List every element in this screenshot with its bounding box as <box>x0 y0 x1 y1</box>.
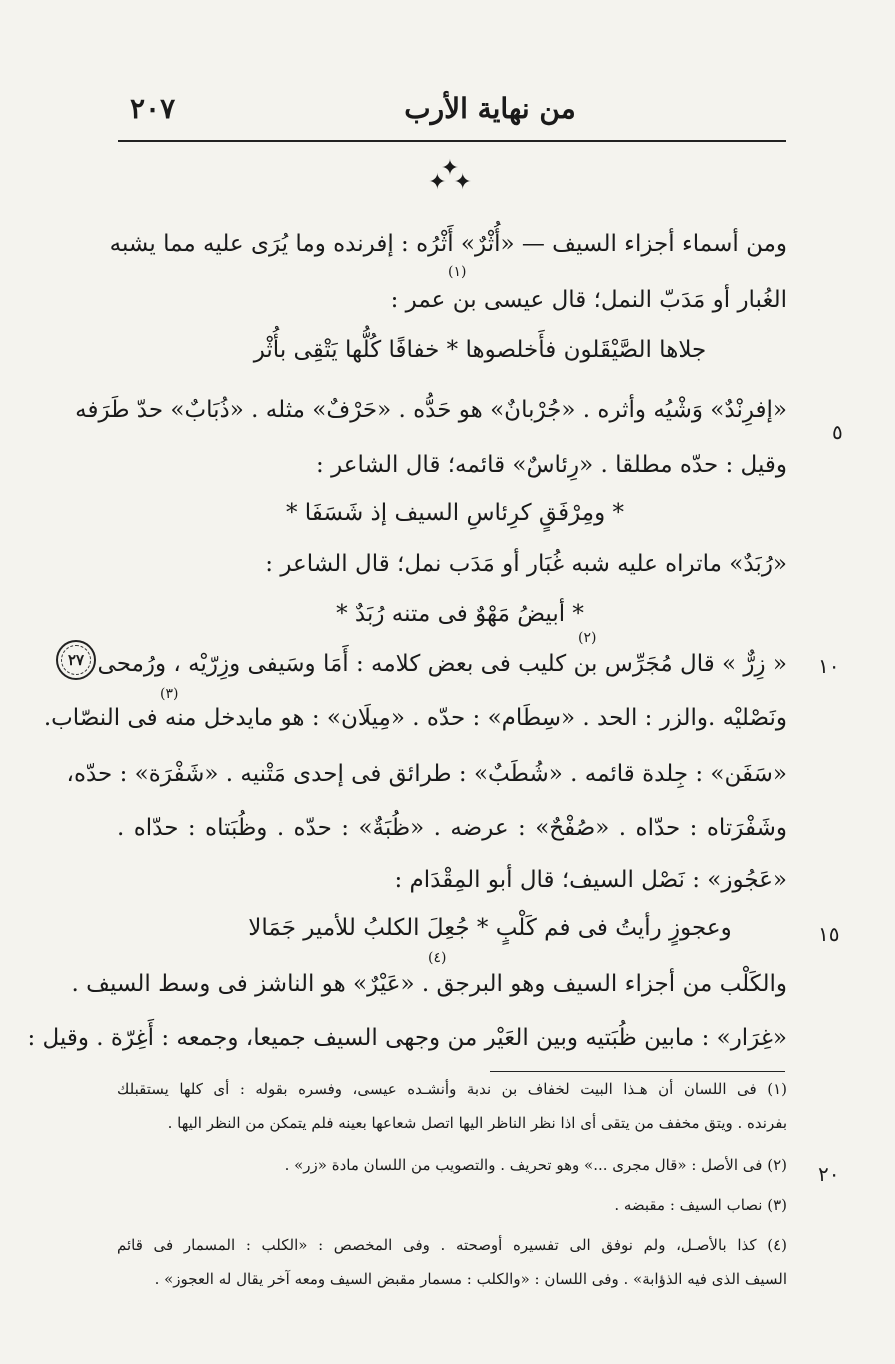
footnote-line: بفرنده . ويتق مخفف من يتقى أى اذا نظر الناظر اليها اتصل شعاعها بعينه فلم يتمكن من النظر اليها . <box>167 1114 787 1132</box>
footnote-rule <box>490 1071 785 1072</box>
body-line: « زِرٌّ » قال مُجَرِّس بن كليب فى بعض كلامه : أَمَا وسَيفى وزِرّيْه ، ورُمحى <box>97 651 787 677</box>
body-line: «غِرَار» : مابين ظُبَتيه وبين العَيْر من وجهى السيف جميعا، وجمعه : أَغِرّة . وقيل : <box>27 1025 787 1051</box>
verse-line: * ومِرْفَقٍ كرِئاسِ السيف إذ شَسَفَا * <box>285 500 624 526</box>
footnote-marker: (٢) <box>578 630 597 646</box>
page-header <box>120 88 785 136</box>
footnote-line: (١) فى اللسان أن هـذا البيت لخفاف بن ندبة وأنشـده عيسى، وفسره بقوله : أى كلها يستقبلك <box>117 1080 787 1098</box>
body-line: «عَجُوز» : نَصْل السيف؛ قال أبو المِقْدَام : <box>394 867 787 893</box>
body-line: الغُبار أو مَدَبّ النمل؛ قال عيسى بن عمر : <box>390 287 787 313</box>
body-line: «إفرِنْدٌ» وَشْيُه وأثره . «جُرْبانٌ» هو حَدُّه . «حَرْفٌ» مثله . «ذُبَابٌ» حدّ طَرَفه <box>75 397 787 423</box>
library-stamp: ٢٧ <box>56 640 96 680</box>
line-number: ٥ <box>832 420 843 444</box>
ornament-stars: ✦ ✦ ✦ <box>428 156 472 195</box>
page-number: ٢٠٧ <box>130 92 176 125</box>
line-number: ١٥ <box>818 922 840 946</box>
footnote-line: (٤) كذا بالأصـل، ولم نوفق الى تفسيره أوصحته . وفى المخصص : «الكلب : المسمار فى قائم <box>117 1236 787 1254</box>
footnote-marker: (٤) <box>428 950 447 966</box>
line-number: ٢٠ <box>818 1162 840 1186</box>
body-line: «سَفَن» : جِلدة قائمه . «شُطَبٌ» : طرائق فى إحدى مَتْنيه . «شَفْرَة» : حدّه، <box>66 761 787 787</box>
footnote-marker: (١) <box>448 264 467 280</box>
verse-line: جلاها الصَّيْقَلون فأَخلصوها * خفافًا كُلُّها يَتْقِى بأُثْر <box>253 337 707 363</box>
body-line: ونَصْليْه .والزر : الحد . «سِطَام» : حدّه . «مِيلَان» : هو مايدخل منه فى النصّاب. <box>43 705 787 731</box>
running-title: من نهاية الأرب <box>404 92 576 125</box>
verse-line: * أبيضُ مَهْوٌ فى متنه رُبَدٌ * <box>336 601 584 627</box>
footnote-marker: (٣) <box>160 686 179 702</box>
footnote-line: (٢) فى الأصل : «قال مجرى ...» وهو تحريف . والتصويب من اللسان مادة «زر» . <box>284 1156 787 1174</box>
body-line: والكَلْب من أجزاء السيف وهو البرجق . «عَيْرٌ» هو الناشز فى وسط السيف . <box>71 971 787 997</box>
verse-line: وعجوزٍ رأيتُ فى فم كَلْبٍ * جُعِلَ الكلبُ للأمير جَمَالا <box>248 915 732 941</box>
body-line: «رُبَدٌ» ماتراه عليه شبه غُبَار أو مَدَب نمل؛ قال الشاعر : <box>265 551 787 577</box>
body-line: وقيل : حدّه مطلقا . «رِئاسٌ» قائمه؛ قال الشاعر : <box>316 452 787 478</box>
footnote-line: (٣) نصاب السيف : مقبضه . <box>614 1196 787 1214</box>
footnote-line: السيف الذى فيه الذؤابة» . وفى اللسان : «والكلب : مسمار مقبض السيف ومعه آخر يقال له العجوز» . <box>154 1270 787 1288</box>
header-rule <box>118 140 786 142</box>
line-number: ١٠ <box>818 654 840 678</box>
body-line: ومن أسماء أجزاء السيف — «أُثْرٌ» أَثْرُه : إفرنده وما يُرَى عليه مما يشبه <box>109 231 787 257</box>
body-line: وشَفْرَتاه : حدّاه . «صُفْحٌ» : عرضه . «ظُبَةٌ» : حدّه . وظُبَتاه : حدّاه . <box>117 815 787 841</box>
